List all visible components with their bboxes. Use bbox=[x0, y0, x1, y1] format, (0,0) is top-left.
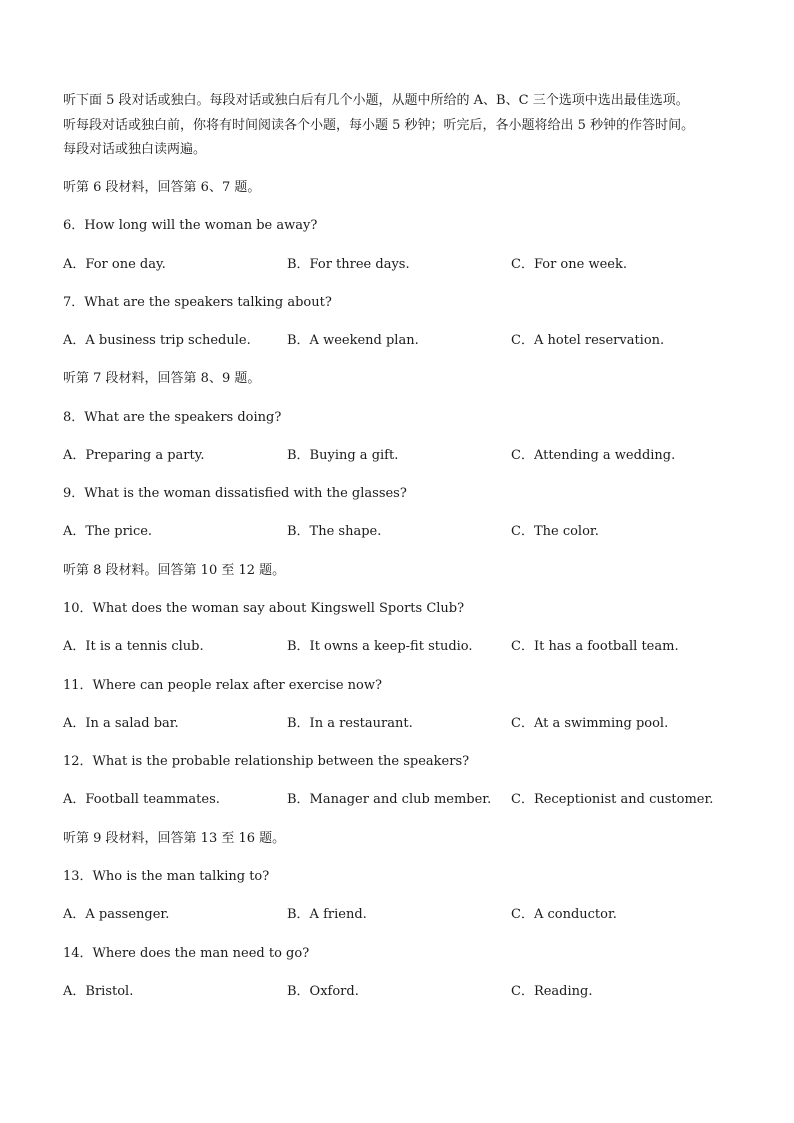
question-options bbox=[63, 984, 763, 1000]
question-stem: 6．How long will the woman be away? bbox=[63, 218, 318, 233]
option-a: A．It is a tennis club. bbox=[63, 639, 204, 654]
question-options bbox=[63, 257, 763, 273]
section-heading: 听第 8 段材料。回答第 10 至 12 题。 bbox=[63, 563, 286, 578]
instruction-line: 听每段对话或独白前，你将有时间阅读各个小题，每小题 5 秒钟；听完后，各小题将给出 5 秒钟的作答时间。 bbox=[63, 118, 695, 133]
instruction-line: 每段对话或独白读两遍。 bbox=[63, 142, 207, 157]
option-c: C．For one week. bbox=[511, 257, 627, 272]
section-heading: 听第 7 段材料，回答第 8、9 题。 bbox=[63, 371, 261, 386]
option-b: B．Buying a gift. bbox=[287, 448, 399, 463]
question-stem: 10．What does the woman say about Kingswell Sports Club? bbox=[63, 601, 465, 616]
option-a: A．In a salad bar. bbox=[63, 716, 179, 731]
option-c: C．Receptionist and customer. bbox=[511, 792, 714, 807]
instruction-line: 听下面 5 段对话或独白。每段对话或独白后有几个小题，从题中所给的 A、B、C 三个选项中选出最佳选项。 bbox=[63, 93, 689, 108]
option-c: C．Reading. bbox=[511, 984, 593, 999]
option-b: B．Manager and club member. bbox=[287, 792, 492, 807]
question-stem: 14．Where does the man need to go? bbox=[63, 946, 310, 961]
option-b: B．Oxford. bbox=[287, 984, 359, 999]
question-stem: 11．Where can people relax after exercise now? bbox=[63, 678, 382, 693]
option-c: C．At a swimming pool. bbox=[511, 716, 669, 731]
question-options bbox=[63, 448, 763, 464]
option-a: A．Football teammates. bbox=[63, 792, 220, 807]
question-stem: 12．What is the probable relationship between the speakers? bbox=[63, 754, 470, 769]
option-c: C．A conductor. bbox=[511, 907, 617, 922]
option-c: C．It has a football team. bbox=[511, 639, 679, 654]
question-options bbox=[63, 716, 763, 732]
option-b: B．In a restaurant. bbox=[287, 716, 413, 731]
question-stem: 7．What are the speakers talking about? bbox=[63, 295, 332, 310]
option-c: C．Attending a wedding. bbox=[511, 448, 676, 463]
question-stem: 8．What are the speakers doing? bbox=[63, 410, 282, 425]
question-options bbox=[63, 639, 763, 655]
option-a: A．A business trip schedule. bbox=[63, 333, 251, 348]
question-stem: 9．What is the woman dissatisfied with the glasses? bbox=[63, 486, 407, 501]
option-b: B．A friend. bbox=[287, 907, 367, 922]
option-b: B．It owns a keep-fit studio. bbox=[287, 639, 473, 654]
section-heading: 听第 9 段材料，回答第 13 至 16 题。 bbox=[63, 831, 286, 846]
option-a: A．Bristol. bbox=[63, 984, 134, 999]
option-a: A．Preparing a party. bbox=[63, 448, 205, 463]
option-b: B．For three days. bbox=[287, 257, 410, 272]
section-heading: 听第 6 段材料，回答第 6、7 题。 bbox=[63, 180, 261, 195]
option-b: B．The shape. bbox=[287, 524, 382, 539]
question-options bbox=[63, 524, 763, 540]
option-a: A．For one day. bbox=[63, 257, 166, 272]
option-c: C．The color. bbox=[511, 524, 599, 539]
option-c: C．A hotel reservation. bbox=[511, 333, 665, 348]
question-options bbox=[63, 792, 763, 808]
option-a: A．The price. bbox=[63, 524, 153, 539]
question-options bbox=[63, 333, 763, 349]
option-a: A．A passenger. bbox=[63, 907, 170, 922]
question-options bbox=[63, 907, 763, 923]
question-stem: 13．Who is the man talking to? bbox=[63, 869, 270, 884]
option-b: B．A weekend plan. bbox=[287, 333, 419, 348]
